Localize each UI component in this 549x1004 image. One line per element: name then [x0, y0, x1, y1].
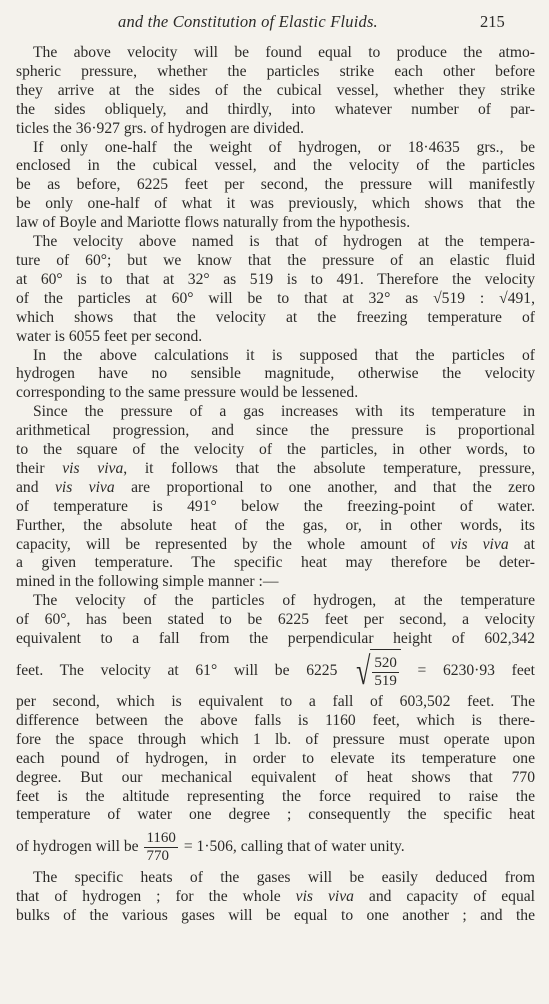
text-line: If only one-half the weight of hydrogen, or 18·4635 grs., be [33, 138, 535, 156]
text-line: of temperature is 491° below the freezing-point of water. [16, 497, 535, 515]
text-line: which shows that the velocity at the freezing temperature of [16, 308, 535, 326]
text-line: of the particles at 60° will be to that at 32° as √519 : √491, [16, 289, 535, 307]
text-line: mined in the following simple manner :— [16, 573, 279, 591]
text-line: equivalent to a fall from the perpendicular height of 602,342 [16, 630, 535, 648]
equation-line-velocity [16, 649, 535, 693]
paragraph-4 [16, 347, 535, 404]
text-line: degree. But our mechanical equivalent of heat shows that 770 [16, 768, 535, 786]
italic-term: vis viva [295, 888, 354, 906]
paragraph-7 [16, 869, 535, 926]
text-line: Since the pressure of a gas increases with its temperature in [33, 403, 535, 421]
equation-text: = 1·506, calling that of water unity. [183, 838, 405, 856]
equation-line-specific-heat [16, 825, 535, 869]
text-line: and vis viva are proportional to one another, and that the zero [16, 478, 535, 496]
text-line: be as before, 6225 feet per second, the pressure will manifestly [16, 176, 535, 194]
text-line: a given temperature. The specific heat may therefore be deter- [16, 554, 535, 572]
radical-sign-icon: √ [356, 649, 371, 693]
text-line: they arrive at the sides of the cubical vessel, whether they strike [16, 81, 535, 99]
paragraph-1 [16, 44, 535, 139]
paragraph-5 [16, 403, 535, 592]
text-line: difference between the above falls is 1160 feet, which is there- [16, 711, 535, 729]
text-line: The specific heats of the gases will be easily deduced from [33, 869, 535, 887]
text-line: Further, the absolute heat of the gas, or, in other words, its [16, 516, 535, 534]
text-line: spheric pressure, whether the particles strike each other before [16, 62, 535, 80]
text-line: fore the space through which 1 lb. of pressure must operate upon [16, 730, 535, 748]
fraction-denominator: 770 [146, 848, 169, 865]
text-line: hydrogen have no sensible magnitude, otherwise the velocity [16, 365, 535, 383]
text-line: water is 6055 feet per second. [16, 327, 203, 345]
text-line: law of Boyle and Mariotte flows naturally from the hypothesis. [16, 214, 411, 232]
text-line: arithmetical progression, and since the pressure is proportional [16, 422, 535, 440]
paragraph-3 [16, 233, 535, 346]
text-line: their vis viva, it follows that the absolute temperature, pressure, [16, 459, 535, 477]
italic-term: vis viva [450, 535, 509, 553]
text-line: be only one-half of what it was previously, which shows that the [16, 195, 535, 213]
text-line: at 60° is to that at 32° as 519 is to 491. Therefore the velocity [16, 270, 535, 288]
text-line: to the square of the velocity of the particles, in other words, to [16, 441, 535, 459]
text-line: The above velocity will be found equal to produce the atmo- [33, 44, 535, 61]
text-line: per second, which is equivalent to a fall of 603,502 feet. The [16, 693, 535, 710]
text-line: feet is the altitude representing the force required to raise the [16, 787, 535, 805]
square-root [356, 649, 401, 694]
page-number: 215 [480, 12, 505, 31]
equation-text: = 6230·93 feet [417, 662, 535, 680]
body-text [16, 44, 535, 926]
text-line: The velocity of the particles of hydrogen, at the temperature [33, 592, 535, 610]
text-line: bulks of the various gases will be equal to one another ; and the [16, 907, 535, 925]
text-line: that of hydrogen ; for the whole vis viva and capacity of equal [16, 888, 535, 906]
text-line: capacity, will be represented by the whole amount of vis viva at [16, 535, 535, 553]
text-line: ture of 60°; but we know that the pressure of an elastic fluid [16, 251, 535, 269]
text-line: corresponding to the same pressure would be lessened. [16, 384, 359, 402]
text-line: of 60°, has been stated to be 6225 feet per second, a velocity [16, 611, 535, 629]
italic-term: vis viva [62, 459, 124, 477]
text-line: the sides obliquely, and thirdly, into whatever number of par- [16, 100, 535, 118]
text-line: In the above calculations it is supposed that the particles of [33, 346, 535, 364]
fraction-denominator: 519 [374, 672, 397, 689]
text-line: The velocity above named is that of hydrogen at the tempera- [33, 233, 535, 251]
fraction-numerator: 1160 [146, 830, 176, 847]
equation-text: feet. The velocity at 61° will be 6225 [16, 662, 338, 680]
text-line: ticles the 36·927 grs. of hydrogen are divided. [16, 119, 304, 137]
italic-term: vis viva [54, 478, 115, 496]
paragraph-6 [16, 592, 535, 869]
text-line: each pound of hydrogen, in order to elevate its temperature one [16, 749, 535, 767]
text-line: temperature of water one degree ; consequently the specific heat [16, 806, 535, 824]
running-title: and the Constitution of Elastic Fluids. [118, 12, 378, 31]
paragraph-2 [16, 139, 535, 234]
page-header [0, 8, 549, 36]
fraction [372, 655, 399, 690]
equation-text: of hydrogen will be [16, 838, 139, 856]
fraction [144, 830, 177, 865]
text-line: enclosed in the cubical vessel, and the velocity of the particles [16, 157, 535, 175]
fraction-numerator: 520 [374, 654, 397, 671]
